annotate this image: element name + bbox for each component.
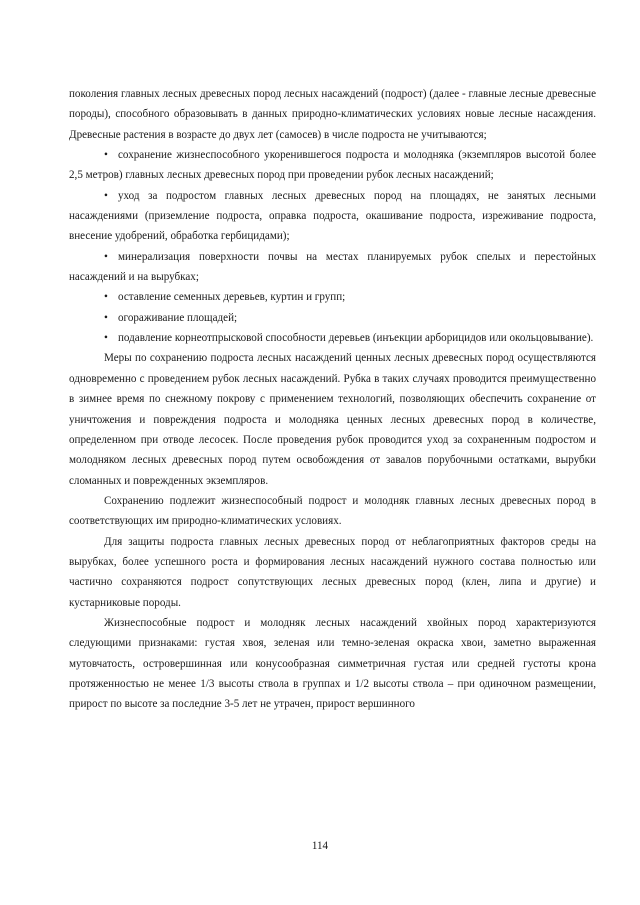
- bullet-item-text: уход за подростом главных лесных древесных пород на площадях, не занятых лесными насаждениями (приземление подроста, оправка подроста, окашивание подроста, изреживание подроста, внесение удобрений, обработка гербицидами);: [69, 189, 596, 243]
- bullet-item-text: подавление корнеотпрысковой способности деревьев (инъекции арборицидов или окольцовывание).: [118, 332, 594, 345]
- paragraph: Меры по сохранению подроста лесных насаждений ценных лесных древесных пород осуществляются одновременно с проведением рубок лесных насаждений. Рубка в таких случаях проводится преимущественно в зимнее время по снежному покрову с применением технологий, позволяющих обеспечить сохранение от уничтожения и повреждения подроста и молодняка ценных лесных древесных пород в количестве, определенном при отводе лесосек. После проведения рубок проводится уход за сохраненным подростом и молодняком лесных древесных пород путем освобождения от завалов порубочными остатками, вырубки сломанных и поврежденных экземпляров.: [69, 352, 596, 487]
- paragraph: Жизнеспособные подрост и молодняк лесных насаждений хвойных пород характеризуются следующими признаками: густая хвоя, зеленая или темно-зеленая окраска хвои, заметно выраженная мутовчатость, островершинная или конусообразная симметричная густая или средней густоты крона протяженностью не менее 1/3 высоты ствола в группах и 1/2 высоты ствола – при одиночном размещении, прирост по высоте за последние 3-5 лет не утрачен, прирост вершинного: [69, 616, 596, 711]
- bullet-icon: •: [104, 332, 108, 345]
- body-text: [69, 84, 596, 715]
- bullet-item-text: огораживание площадей;: [118, 311, 238, 324]
- bullet-item: [69, 287, 596, 307]
- paragraph-continuation: поколения главных лесных древесных пород лесных насаждений (подрост) (далее - главные лесные древесные породы), способного образовывать в данных природно-климатических условиях новые лесные насаждения. Древесные растения в возрасте до двух лет (самосев) в числе подроста не учитываются;: [69, 88, 596, 141]
- bullet-item-text: оставление семенных деревьев, куртин и групп;: [118, 291, 346, 304]
- bullet-icon: •: [104, 291, 108, 304]
- paragraph: Для защиты подроста главных лесных древесных пород от неблагоприятных факторов среды на вырубках, более успешного роста и формирования лесных насаждений нужного состава полностью или частично сохраняются подрост сопутствующих лесных древесных пород (клен, липа и другие) и кустарниковые породы.: [69, 535, 596, 609]
- bullet-icon: •: [104, 149, 108, 162]
- bullet-icon: •: [104, 250, 108, 263]
- paragraph: Сохранению подлежит жизнеспособный подрост и молодняк главных лесных древесных пород в соответствующих им природно-климатических условиях.: [69, 494, 596, 528]
- bullet-icon: •: [104, 189, 108, 202]
- bullet-item: [69, 186, 596, 247]
- bullet-item: [69, 328, 596, 348]
- bullet-item-text: минерализация поверхности почвы на местах планируемых рубок спелых и перестойных насаждений и на вырубках;: [69, 250, 596, 284]
- bullet-item: [69, 308, 596, 328]
- bullet-item-text: сохранение жизнеспособного укоренившегося подроста и молодняка (экземпляров высотой более 2,5 метров) главных лесных древесных пород при проведении рубок лесных насаждений;: [69, 149, 596, 182]
- page-number: 114: [311, 840, 329, 852]
- bullet-icon: •: [104, 311, 108, 324]
- bullet-item: [69, 247, 596, 288]
- bullet-item: [69, 145, 596, 186]
